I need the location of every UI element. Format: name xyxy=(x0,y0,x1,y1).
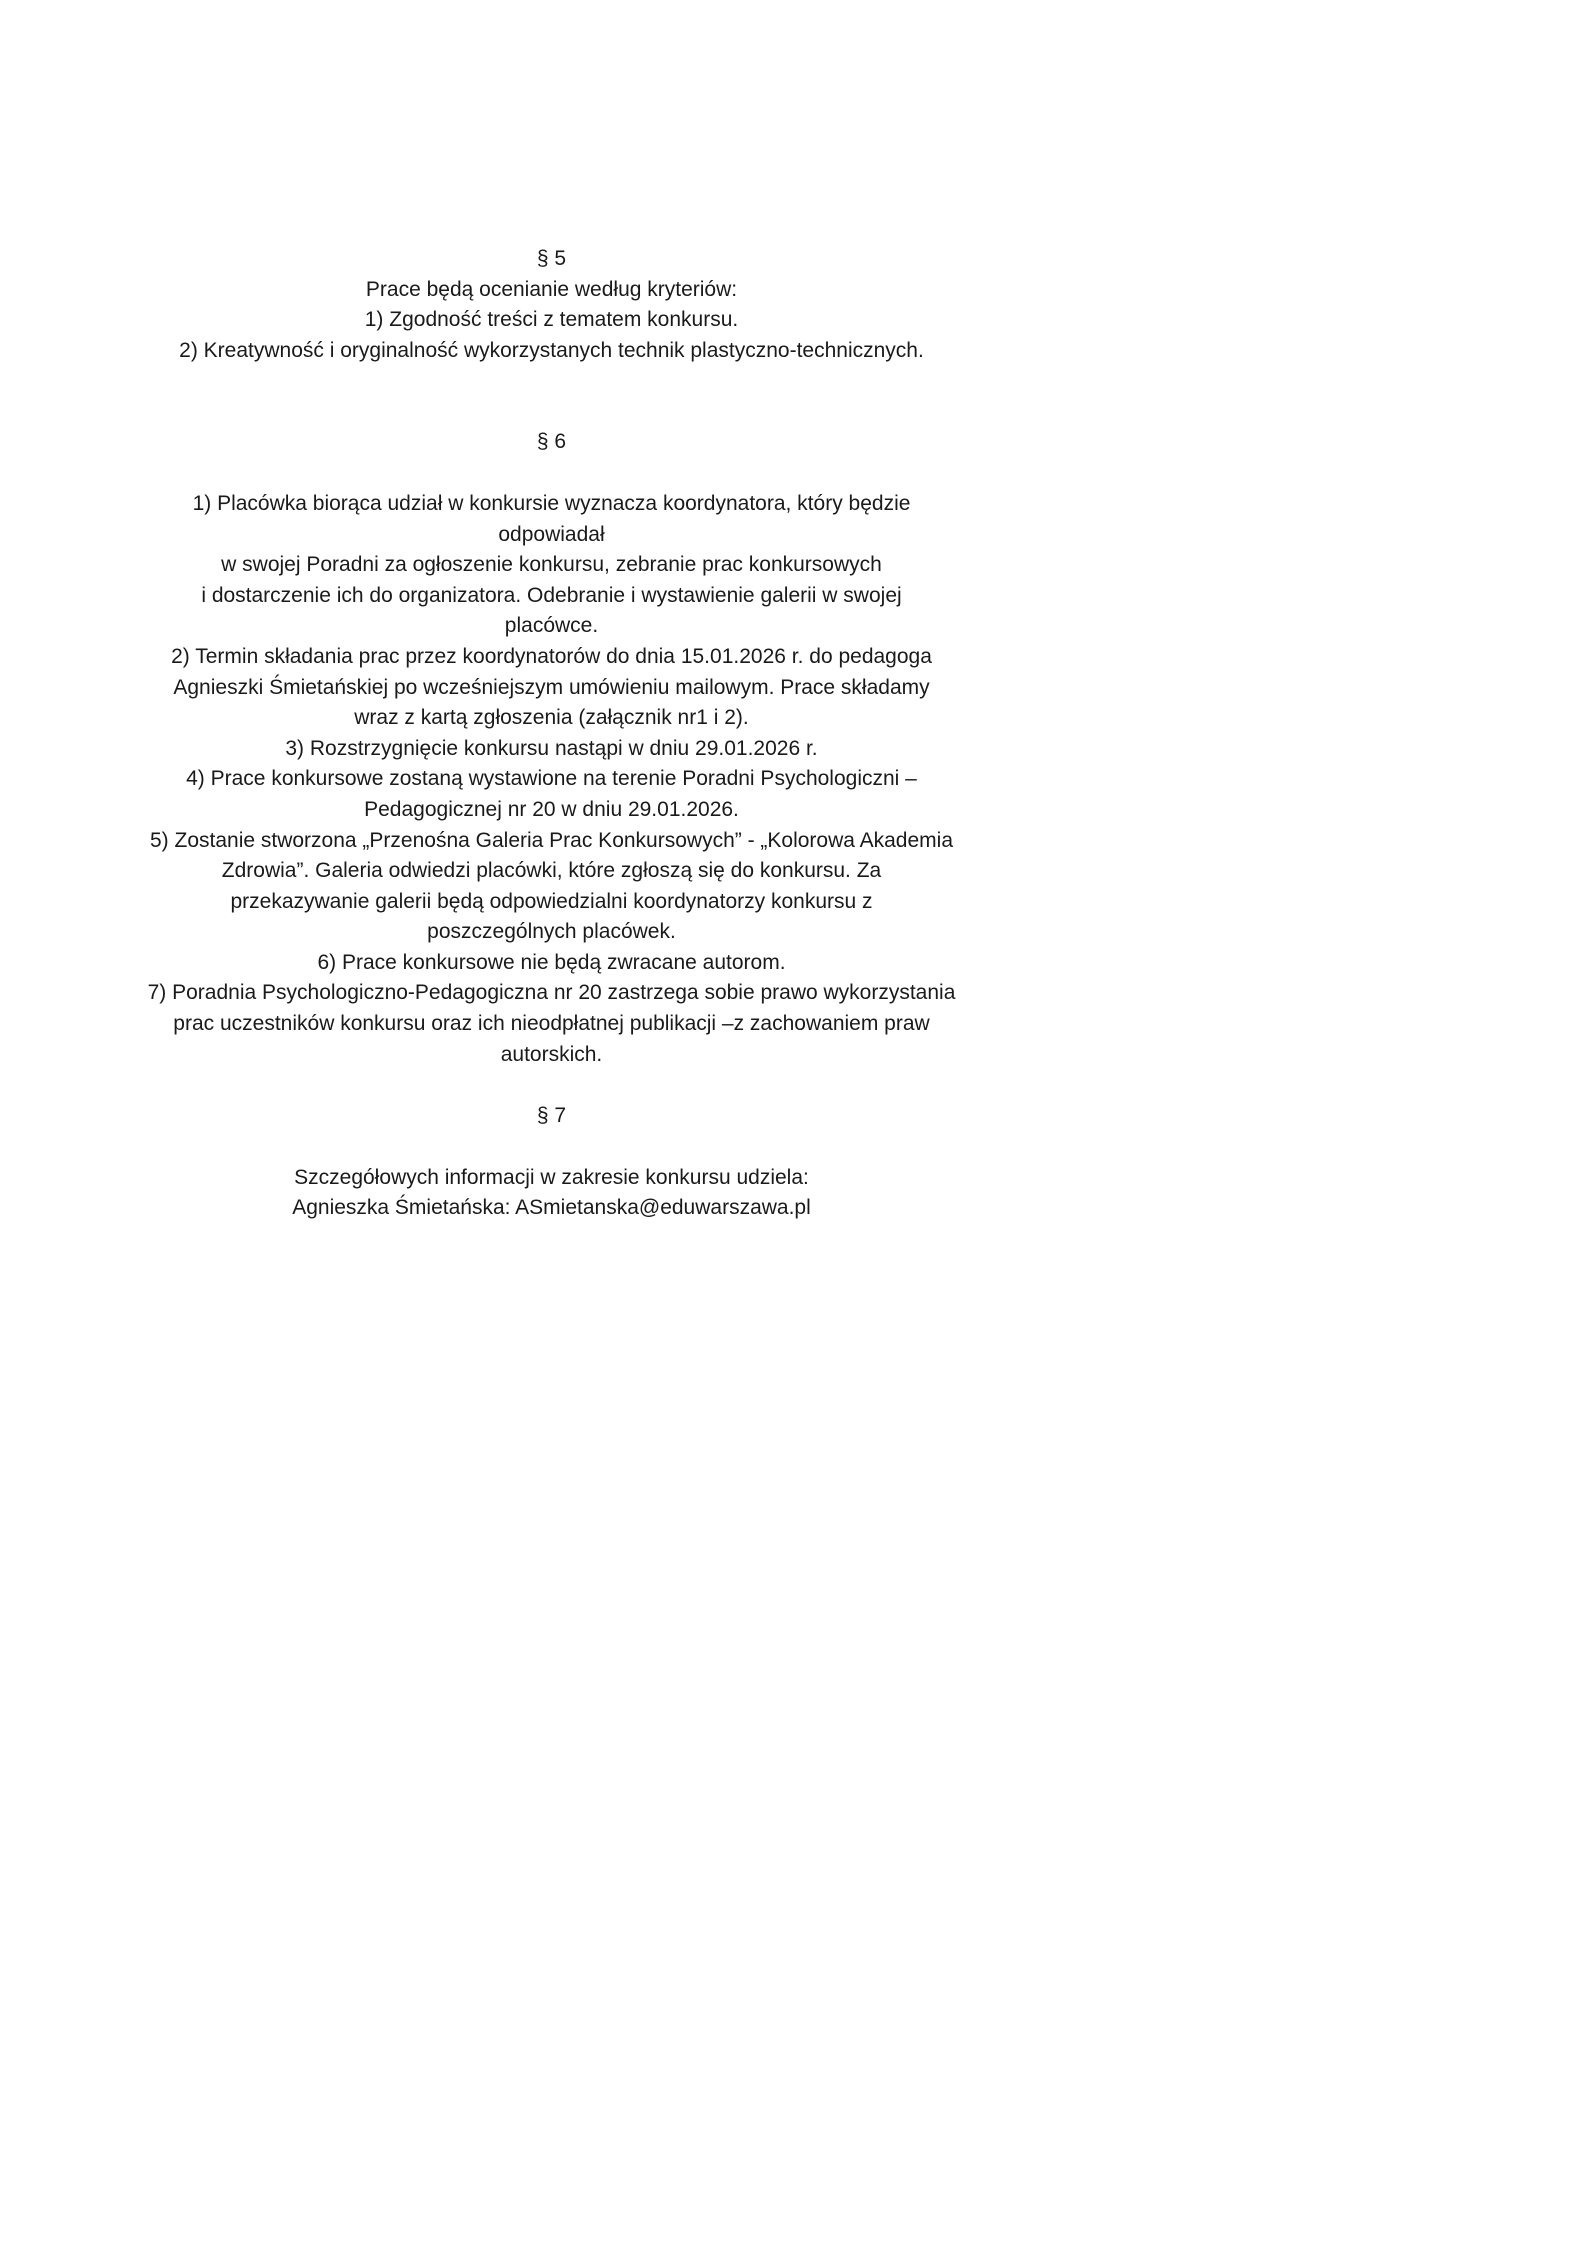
section-6-line: odpowiadał xyxy=(498,522,605,546)
section-5-heading: § 5 xyxy=(536,247,567,270)
spacer xyxy=(100,366,1003,427)
spacer xyxy=(100,1070,1003,1101)
section-6-line: wraz z kartą zgłoszenia (załącznik nr1 i 2). xyxy=(354,706,749,730)
section-6-line: 2) Termin składania prac przez koordynatorów do dnia 15.01.2026 r. do pedagoga xyxy=(171,644,932,668)
section-6-line: 4) Prace konkursowe zostaną wystawione na terenie Poradni Psychologiczni – xyxy=(186,767,917,791)
section-6-line: Agnieszki Śmietańskiej po wcześniejszym umówieniu mailowym. Prace składamy xyxy=(173,675,930,699)
section-5 xyxy=(100,244,1003,366)
section-6-line: Pedagogicznej nr 20 w dniu 29.01.2026. xyxy=(364,797,739,821)
section-6-line: 3) Rozstrzygnięcie konkursu nastąpi w dniu 29.01.2026 r. xyxy=(285,736,818,760)
section-6-line: przekazywanie galerii będą odpowiedzialni koordynatorzy konkursu z xyxy=(230,889,873,913)
section-6-line: Zdrowia”. Galeria odwiedzi placówki, które zgłoszą się do konkursu. Za xyxy=(221,859,882,883)
section-6-line: i dostarczenie ich do organizatora. Odebranie i wystawienie galerii w swojej xyxy=(201,583,902,607)
section-6-line: 7) Poradnia Psychologiczno-Pedagogiczna nr 20 zastrzega sobie prawo wykorzystania xyxy=(147,981,956,1005)
section-6-line: 5) Zostanie stworzona „Przenośna Galeria Prac Konkursowych” - „Kolorowa Akademia xyxy=(149,828,953,852)
section-5-criterion-2: 2) Kreatywność i oryginalność wykorzystanych technik plastyczno-technicznych. xyxy=(179,338,924,362)
spacer xyxy=(100,1132,1003,1163)
section-6-line: poszczególnych placówek. xyxy=(427,920,676,944)
section-6-line: 6) Prace konkursowe nie będą zwracane autorom. xyxy=(317,950,786,974)
document-page xyxy=(0,0,1103,1560)
section-6-line: prac uczestników konkursu oraz ich nieodpłatnej publikacji –z zachowaniem praw xyxy=(173,1012,930,1036)
section-6-line: w swojej Poradni za ogłoszenie konkursu, zebranie prac konkursowych xyxy=(221,553,882,577)
section-7-heading: § 7 xyxy=(536,1104,567,1128)
section-6-line: 1) Placówka biorąca udział w konkursie wyznacza koordynatora, który będzie xyxy=(192,491,911,515)
section-7 xyxy=(100,1101,1003,1224)
section-6-line: placówce. xyxy=(504,614,599,638)
section-6-line: autorskich. xyxy=(500,1042,603,1066)
section-5-criterion-1: 1) Zgodność treści z tematem konkursu. xyxy=(364,308,739,332)
section-6 xyxy=(100,427,1003,1070)
regulations-text xyxy=(100,244,1003,1224)
section-6-heading: § 6 xyxy=(536,430,567,454)
contact-person-email: Agnieszka Śmietańska: ASmietanska@eduwarszawa.pl xyxy=(292,1196,811,1220)
section-5-intro: Prace będą ocenianie według kryteriów: xyxy=(365,277,738,301)
contact-intro: Szczegółowych informacji w zakresie konkursu udziela: xyxy=(294,1165,809,1189)
spacer xyxy=(100,458,1003,489)
